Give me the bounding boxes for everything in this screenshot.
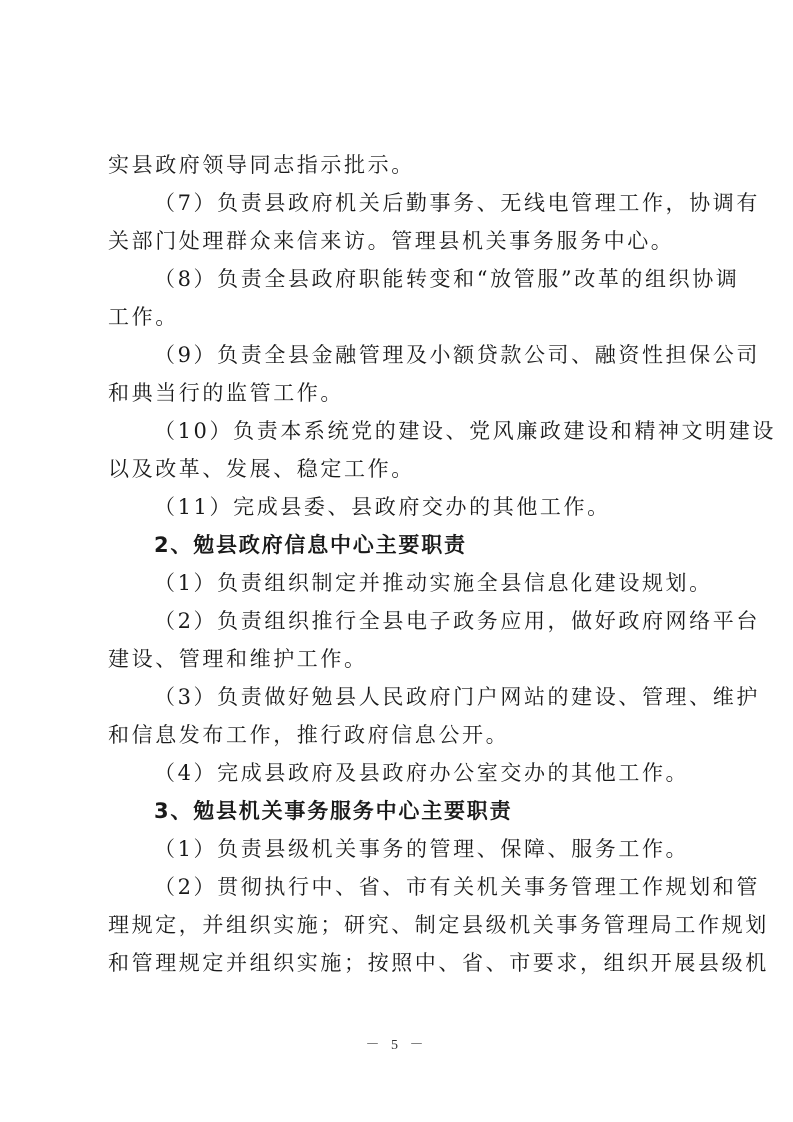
section-heading-2 xyxy=(108,526,698,564)
text-line: 实县政府领导同志指示批示。 xyxy=(108,153,415,177)
text-line: 理规定，并组织实施；研究、制定县级机关事务管理局工作规划 xyxy=(108,913,769,937)
paragraph-info-3 xyxy=(108,678,760,754)
paragraph-item-10 xyxy=(108,412,776,488)
text-line: （9）负责全县金融管理及小额贷款公司、融资性担保公司 xyxy=(154,343,760,367)
text-line: （1）负责县级机关事务的管理、保障、服务工作。 xyxy=(154,837,690,861)
paragraph-info-4 xyxy=(108,754,698,792)
text-line: 关部门处理群众来信来访。管理县机关事务服务中心。 xyxy=(108,229,675,253)
text-line: （8）负责全县政府职能转变和“放管服”改革的组织协调 xyxy=(154,267,740,291)
text-line: （10）负责本系统党的建设、党风廉政建设和精神文明建设 xyxy=(154,419,776,443)
paragraph-item-8 xyxy=(108,260,740,336)
paragraph-info-1 xyxy=(108,564,713,602)
text-line: （2）负责组织推行全县电子政务应用，做好政府网络平台 xyxy=(154,609,760,633)
section-title: 3、勉县机关事务服务中心主要职责 xyxy=(154,799,513,823)
paragraph-continuation xyxy=(108,146,698,184)
text-line: 和典当行的监管工作。 xyxy=(108,381,344,405)
text-line: 工作。 xyxy=(108,305,179,329)
text-line: 以及改革、发展、稳定工作。 xyxy=(108,457,415,481)
page-number: － 5 － xyxy=(365,1038,428,1053)
paragraph-item-9 xyxy=(108,336,760,412)
text-line: （7）负责县政府机关后勤事务、无线电管理工作，协调有 xyxy=(154,191,760,215)
text-line: （4）完成县政府及县政府办公室交办的其他工作。 xyxy=(154,761,690,785)
text-line: （1）负责组织制定并推动实施全县信息化建设规划。 xyxy=(154,571,713,595)
paragraph-item-7 xyxy=(108,184,760,260)
text-line: 建设、管理和维护工作。 xyxy=(108,647,368,671)
text-line: 和管理规定并组织实施；按照中、省、市要求，组织开展县级机 xyxy=(108,951,769,975)
paragraph-item-11 xyxy=(108,488,698,526)
text-line: （2）贯彻执行中、省、市有关机关事务管理工作规划和管 xyxy=(154,875,760,899)
paragraph-affairs-1 xyxy=(108,830,698,868)
text-line: （3）负责做好勉县人民政府门户网站的建设、管理、维护 xyxy=(154,685,760,709)
paragraph-affairs-2 xyxy=(108,868,769,982)
section-heading-3 xyxy=(108,792,698,830)
paragraph-info-2 xyxy=(108,602,760,678)
text-line: （11）完成县委、县政府交办的其他工作。 xyxy=(154,495,611,519)
text-line: 和信息发布工作，推行政府信息公开。 xyxy=(108,723,510,747)
section-title: 2、勉县政府信息中心主要职责 xyxy=(154,533,467,557)
document-body xyxy=(108,146,776,982)
